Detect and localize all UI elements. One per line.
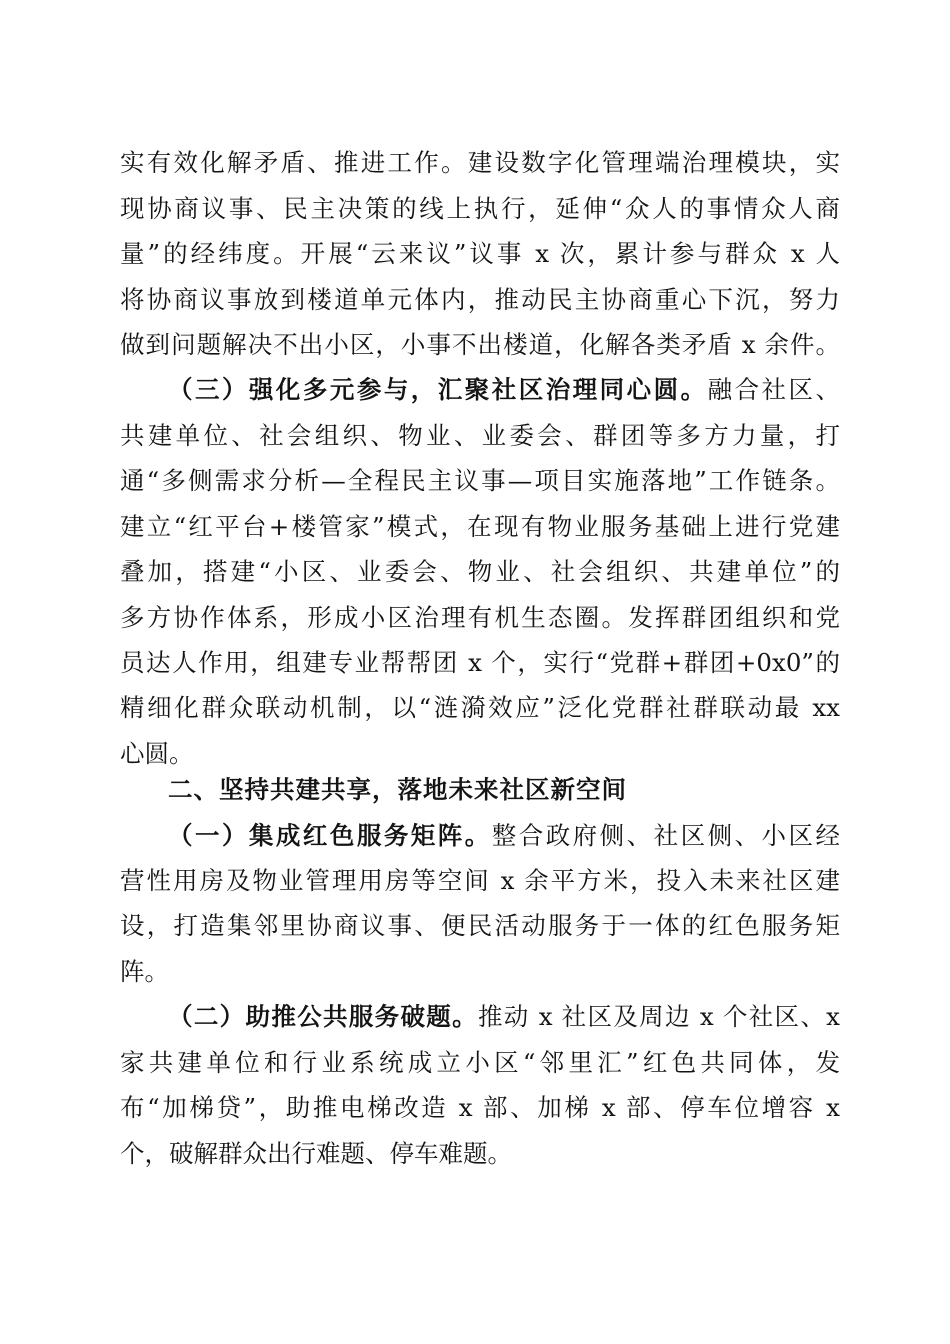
paragraph-line: 做到问题解决不出小区，小事不出楼道，化解各类矛盾 x 余件。 xyxy=(120,330,840,359)
paragraph-line: 量”的经纬度。开展“云来议”议事 x 次，累计参与群众 x 人 xyxy=(120,239,840,268)
section-heading: 二、坚持共建共享，落地未来社区新空间 xyxy=(168,775,627,804)
paragraph-line: 现协商议事、民主决策的线上执行，延伸“众人的事情众人商 xyxy=(120,194,840,223)
paragraph-first-line xyxy=(168,820,840,852)
paragraph-first-line xyxy=(168,374,840,406)
subsection-title: （一）集成红色服务矩阵。 xyxy=(168,821,492,850)
paragraph-line: 家共建单位和行业系统成立小区“邻里汇”红色共同体，发 xyxy=(120,1048,840,1077)
paragraph-line: 员达人作用，组建专业帮帮团 x 个，实行“党群+群团+0x0”的 xyxy=(120,648,840,677)
paragraph-line: 心圆。 xyxy=(120,739,194,768)
paragraph-line: 叠加，搭建“小区、业委会、物业、社会组织、共建单位”的 xyxy=(120,557,840,586)
paragraph-line: 通“多侧需求分析—全程民主议事—项目实施落地”工作链条。 xyxy=(120,466,840,495)
paragraph-text: 融合社区、 xyxy=(707,375,841,404)
paragraph-text: 整合政府侧、社区侧、小区经 xyxy=(491,821,840,850)
paragraph-line: 个，破解群众出行难题、停车难题。 xyxy=(120,1139,512,1168)
paragraph-line: 阵。 xyxy=(120,957,169,986)
paragraph-line: 布“加梯贷”，助推电梯改造 x 部、加梯 x 部、停车位增容 x xyxy=(120,1093,840,1122)
paragraph-line: 营性用房及物业管理用房等空间 x 余平方米，投入未来社区建 xyxy=(120,866,840,895)
paragraph-line: 将协商议事放到楼道单元体内，推动民主协商重心下沉，努力 xyxy=(120,285,840,314)
paragraph-line: 设，打造集邻里协商议事、便民活动服务于一体的红色服务矩 xyxy=(120,911,840,940)
paragraph-line: 共建单位、社会组织、物业、业委会、群团等多方力量，打 xyxy=(120,421,840,450)
paragraph-line: 精细化群众联动机制，以“涟漪效应”泛化党群社群联动最 xx xyxy=(120,693,840,722)
subsection-title: （三）强化多元参与，汇聚社区治理同心圆。 xyxy=(168,375,708,404)
paragraph-first-line xyxy=(168,1001,840,1033)
paragraph-line: 建立“红平台+楼管家”模式，在现有物业服务基础上进行党建 xyxy=(120,512,840,541)
subsection-title: （二）助推公共服务破题。 xyxy=(168,1002,478,1031)
paragraph-line: 实有效化解矛盾、推进工作。建设数字化管理端治理模块，实 xyxy=(120,148,840,177)
paragraph-line: 多方协作体系，形成小区治理有机生态圈。发挥群团组织和党 xyxy=(120,603,840,632)
paragraph-text: 推动 x 社区及周边 x 个社区、x xyxy=(477,1002,840,1031)
